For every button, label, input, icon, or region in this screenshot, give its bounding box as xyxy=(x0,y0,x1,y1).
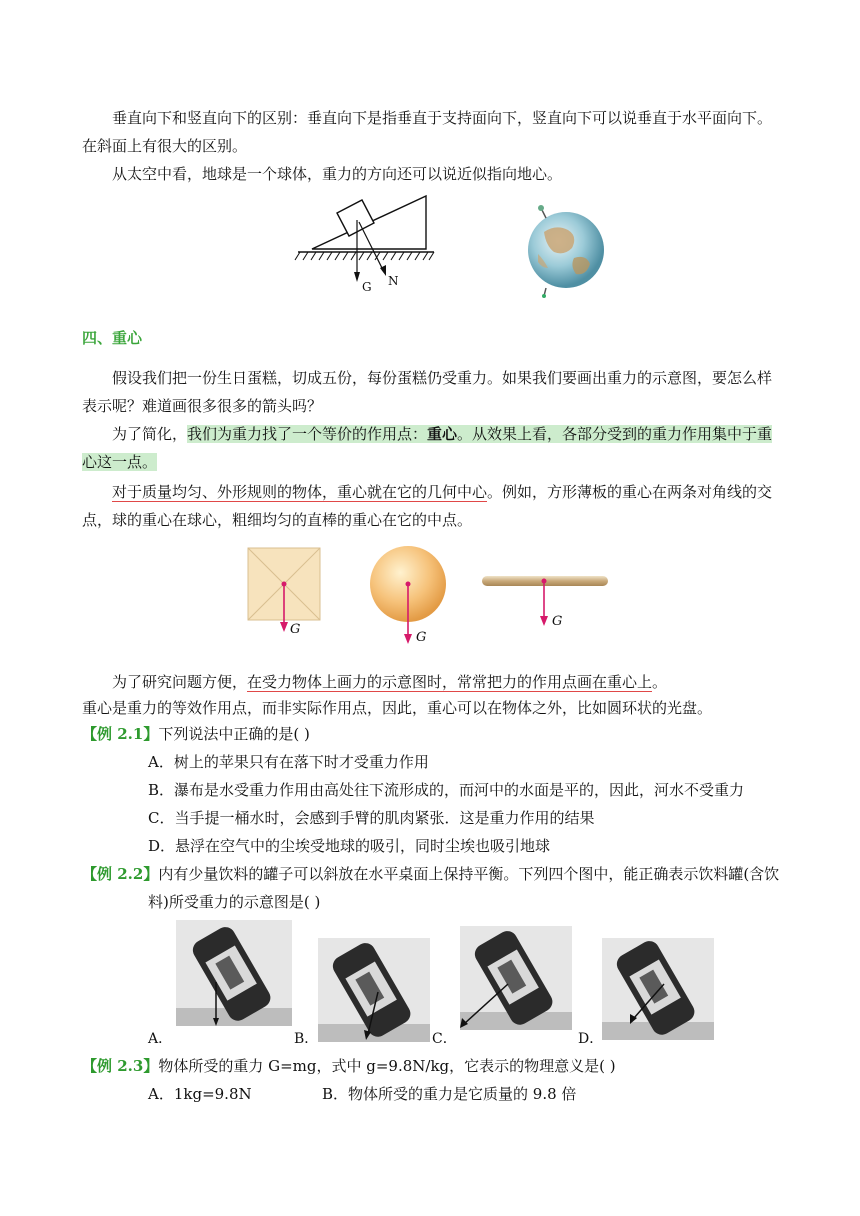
can-option-a-letter: A． xyxy=(148,1031,173,1047)
highlight-effect: 。从效果上看，各部分受到的重力作用集中于重 xyxy=(457,425,773,443)
underlined-geometric-center: 对于质量均匀、外形规则的物体，重心就在它的几何中心 xyxy=(112,483,488,501)
term-center-of-gravity: 重心 xyxy=(427,425,458,443)
paragraph-7: 重心是重力的等效作用点，而非实际作用点，因此，重心可以在物体之外，比如圆环状的光盘。 xyxy=(82,699,713,717)
paragraph-5-line-1 xyxy=(112,482,772,502)
example-2-1-stem: 下列说法中正确的是( ) xyxy=(158,725,310,743)
highlight-equivalent-point: 我们为重力找了一个等价的作用点： xyxy=(187,425,428,443)
example-2-3-option-b: B．物体所受的重力是它质量的 9.8 倍 xyxy=(322,1085,577,1103)
can-option-b-letter: B． xyxy=(294,1031,319,1047)
example-2-3-stem: 物体所受的重力 G=mg，式中 g=9.8N/kg，它表示的物理意义是( ) xyxy=(158,1057,616,1075)
can-option-c-letter: C． xyxy=(432,1031,457,1047)
example-2-3 xyxy=(82,1056,616,1076)
can-figure-a xyxy=(176,920,292,1026)
example-2-2 xyxy=(82,864,779,884)
paragraph-6 xyxy=(112,672,667,692)
paragraph-4-line-2 xyxy=(82,452,157,472)
gravity-label-g: G xyxy=(362,280,372,294)
underlined-point-of-action: 在受力物体上画力的示意图时，常常把力的作用点画在重心上 xyxy=(247,673,653,691)
earth-globe-image xyxy=(524,202,610,298)
example-2-1-tag: 【例 2.1】 xyxy=(82,725,159,743)
paragraph-1-line-1: 垂直向下和竖直向下的区别：垂直向下是指垂直于支持面向下，竖直向下可以说垂直于水平面向下。 xyxy=(112,109,773,127)
paragraph-4-line-1 xyxy=(112,424,772,444)
paragraph-6-prefix: 为了研究问题方便， xyxy=(112,673,248,691)
can-figure-c xyxy=(460,926,572,1030)
paragraph-1-line-2: 在斜面上有很大的区别。 xyxy=(82,137,248,155)
highlight-point: 心这一点。 xyxy=(82,453,158,471)
can-figure-b xyxy=(318,938,430,1042)
paragraph-2: 从太空中看，地球是一个球体，重力的方向还可以说近似指向地心。 xyxy=(112,165,563,183)
example-2-1-option-c: C．当手提一桶水时，会感到手臂的肌肉紧张．这是重力作用的结果 xyxy=(148,809,595,827)
can-figure-d xyxy=(602,938,714,1040)
paragraph-3-line-2: 表示呢？难道画很多很多的箭头吗？ xyxy=(82,397,323,415)
example-2-2-stem-line-2: 料)所受重力的示意图是( ) xyxy=(148,893,321,911)
paragraph-3-line-1: 假设我们把一份生日蛋糕，切成五份，每份蛋糕仍受重力。如果我们要画出重力的示意图，要怎么样 xyxy=(112,369,773,387)
example-2-3-option-a: A．1kg=9.8N xyxy=(148,1085,252,1103)
normal-force-label-n: N xyxy=(388,274,399,288)
example-2-1-option-d: D．悬浮在空气中的尘埃受地球的吸引，同时尘埃也吸引地球 xyxy=(148,837,551,855)
can-option-d-letter: D． xyxy=(578,1031,604,1047)
paragraph-6-suffix: 。 xyxy=(652,673,668,691)
example-2-3-tag: 【例 2.3】 xyxy=(82,1057,159,1075)
example-2-2-stem: 内有少量饮料的罐子可以斜放在水平桌面上保持平衡。下列四个图中，能正确表示饮料罐(含饮 xyxy=(158,865,780,883)
rod-gravity-label: G xyxy=(552,614,563,629)
paragraph-4-prefix: 为了简化， xyxy=(112,425,188,443)
example-2-2-tag: 【例 2.2】 xyxy=(82,865,159,883)
paragraph-5-line-2: 点，球的重心在球心，粗细均匀的直棒的重心在它的中点。 xyxy=(82,511,473,529)
ball-gravity-label: G xyxy=(416,630,427,645)
example-2-1-option-b: B．瀑布是水受重力作用由高处往下流形成的，而河中的水面是平的，因此，河水不受重力 xyxy=(148,781,745,799)
plate-gravity-label: G xyxy=(290,622,301,637)
section-heading-center-of-gravity: 四、重心 xyxy=(82,329,143,347)
paragraph-5-rest: 。例如，方形薄板的重心在两条对角线的交 xyxy=(487,483,773,501)
example-2-1-option-a: A．树上的苹果只有在落下时才受重力作用 xyxy=(148,753,429,771)
example-2-1 xyxy=(82,724,310,744)
